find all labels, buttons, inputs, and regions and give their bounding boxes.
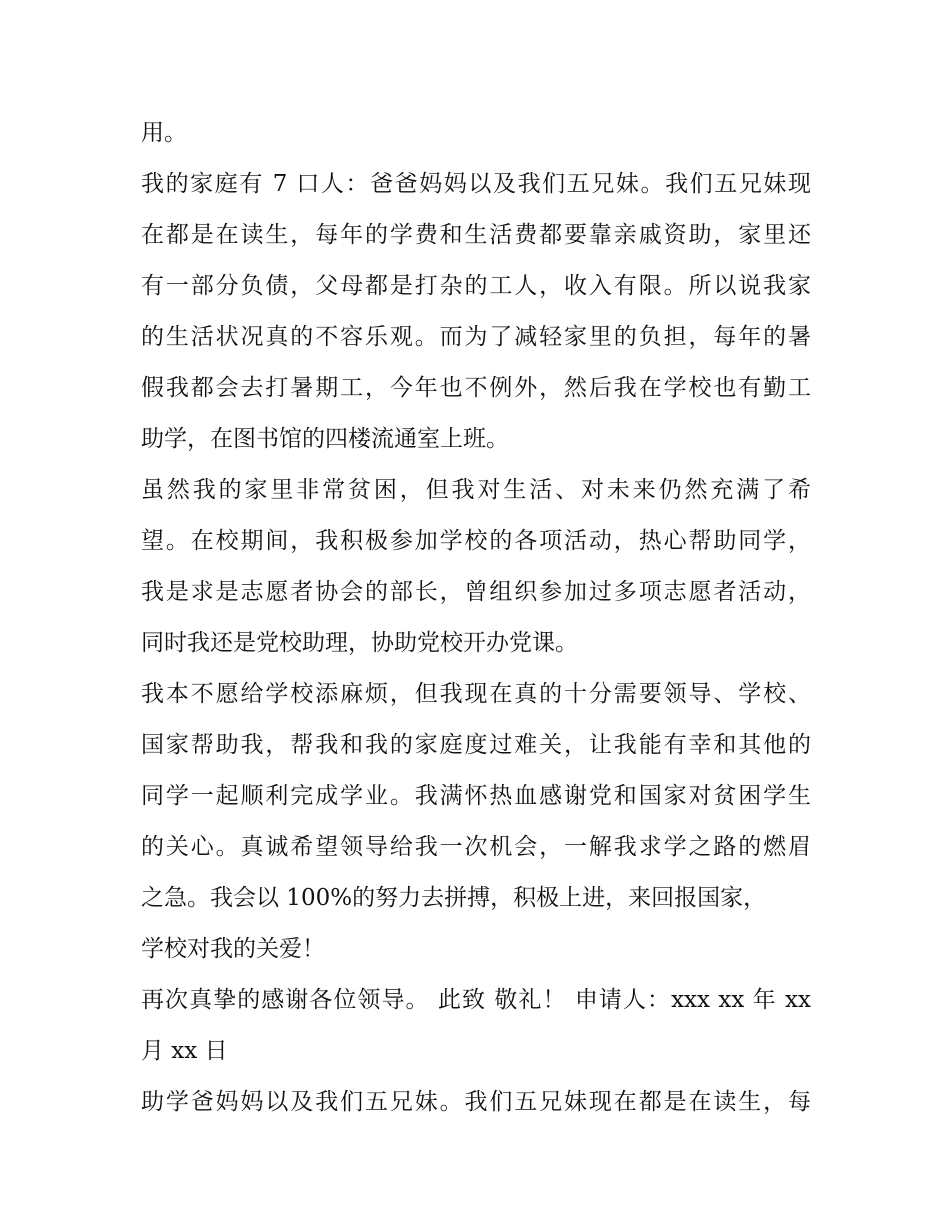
text-line: 我是求是志愿者协会的部长，曾组织参加过多项志愿者活动， [141, 579, 811, 605]
text-line: 国家帮助我，帮我和我的家庭度过难关，让我能有幸和其他的 [141, 732, 811, 758]
text-line: 我的家庭有 7 口人：爸爸妈妈以及我们五兄妹。我们五兄妹现 [141, 171, 811, 197]
text-line: 同时我还是党校助理，协助党校开办党课。 [141, 630, 578, 656]
text-line: 我本不愿给学校添麻烦，但我现在真的十分需要领导、学校、 [141, 681, 811, 707]
text-line: 助学，在图书馆的四楼流通室上班。 [141, 426, 509, 452]
text-line: 同学一起顺利完成学业。我满怀热血感谢党和国家对贫困学生 [141, 783, 811, 809]
text-line: 再次真挚的感谢各位领导。 此致 敬礼！ 申请人：xxx xx 年 xx [141, 987, 811, 1013]
text-line: 学校对我的关爱！ [141, 936, 325, 962]
text-line: 的生活状况真的不容乐观。而为了减轻家里的负担，每年的暑 [141, 324, 811, 350]
text-line: 有一部分负债，父母都是打杂的工人，收入有限。所以说我家 [141, 273, 811, 299]
text-line: 月 xx 日 [141, 1038, 228, 1064]
text-line: 虽然我的家里非常贫困，但我对生活、对未来仍然充满了希 [141, 477, 811, 503]
text-line: 望。在校期间，我积极参加学校的各项活动，热心帮助同学， [141, 528, 811, 554]
text-line: 在都是在读生，每年的学费和生活费都要靠亲戚资助，家里还 [141, 222, 811, 248]
text-line: 之急。我会以 100%的努力去拼搏，积极上进，来回报国家， [141, 885, 767, 911]
text-line: 用。 [141, 120, 187, 146]
text-line: 假我都会去打暑期工，今年也不例外，然后我在学校也有勤工 [141, 375, 811, 401]
document-body [141, 108, 811, 1128]
text-line: 助学爸妈妈以及我们五兄妹。我们五兄妹现在都是在读生，每 [141, 1089, 811, 1115]
text-line: 的关心。真诚希望领导给我一次机会，一解我求学之路的燃眉 [141, 834, 811, 860]
